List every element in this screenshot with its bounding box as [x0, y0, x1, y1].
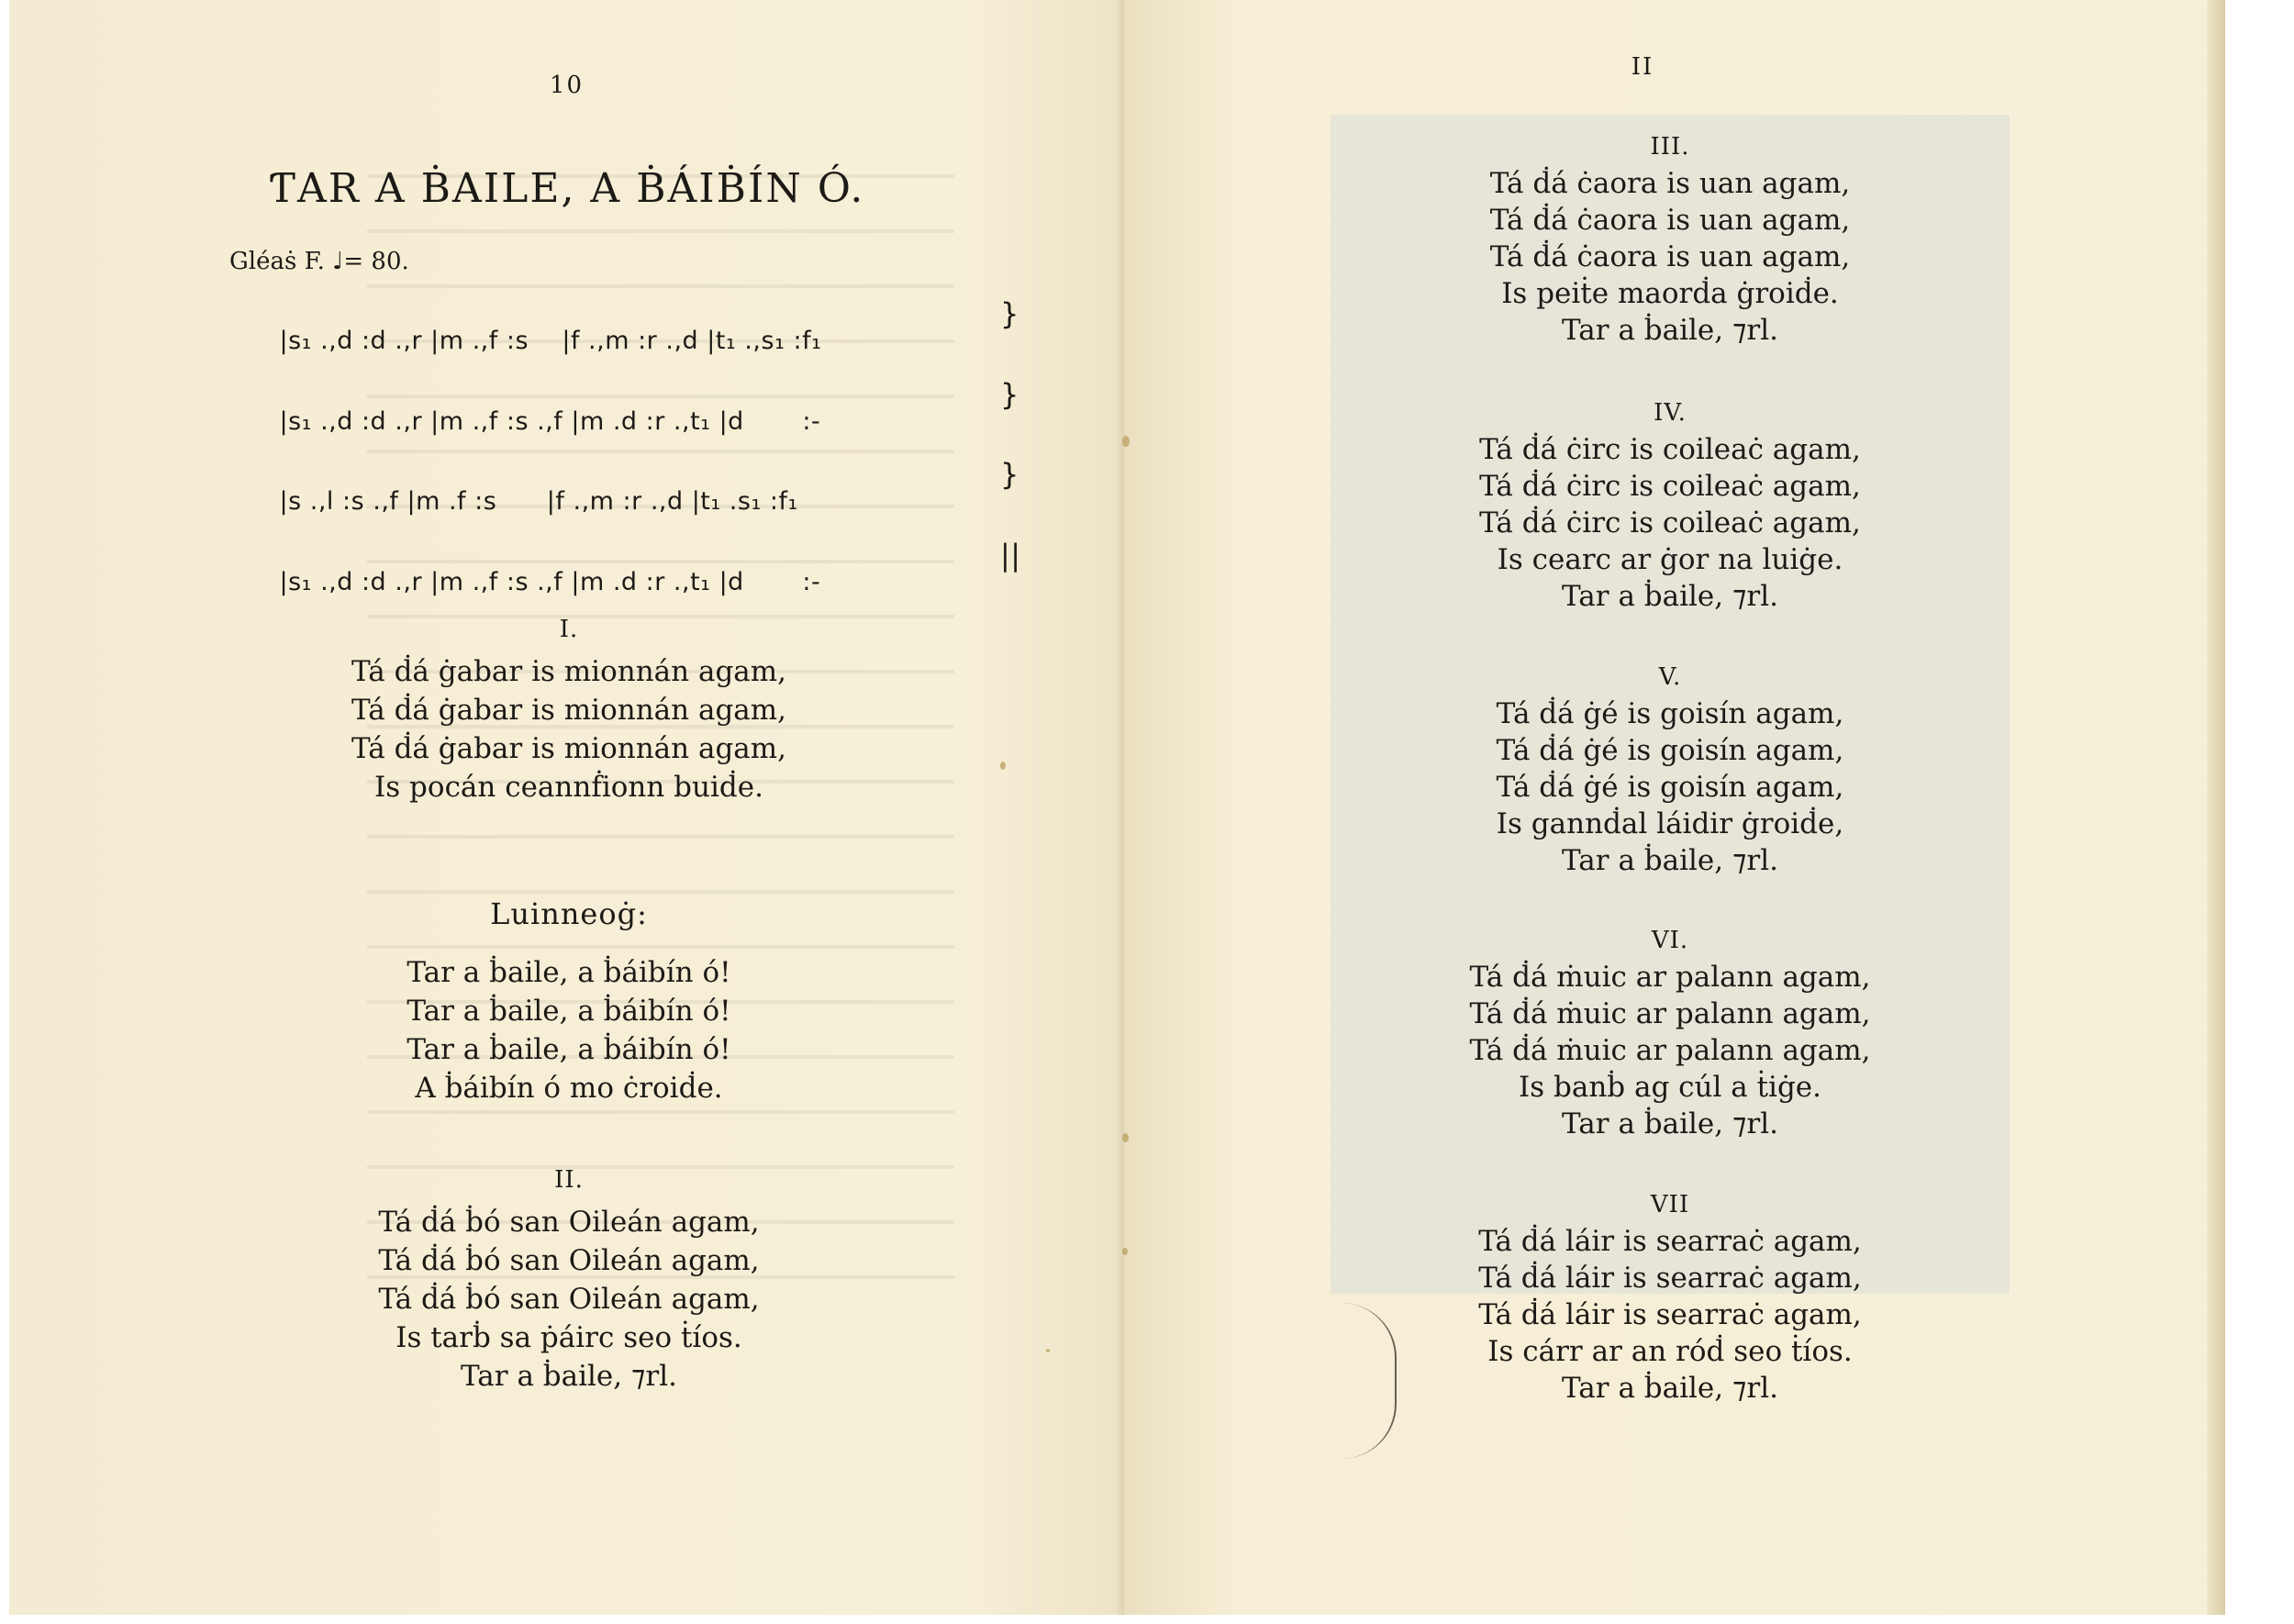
stanza-number: VII	[1650, 1191, 1690, 1218]
stanza-line: Tá ḋá ċaora is uan agam,	[1489, 240, 1851, 273]
stanza-line: Is tarḃ sa ṗáirc seo ṫíos.	[395, 1321, 742, 1354]
stanza-7	[1344, 1186, 1996, 1407]
stanza-line: Tá ḋá ġé is goisín agam,	[1496, 734, 1844, 767]
tune-notes: |s₁ .,d :d .,r |m .,f :s .,f |m .d :r .,t₁ |d :-	[279, 407, 821, 436]
key-signature: Gléaṡ F. ♩= 80.	[229, 248, 409, 275]
chorus-line: Tar a ḃaile, a ḃáibín ó!	[406, 1033, 731, 1066]
stanza-line: Tá ḋá ġabar is mionnán agam,	[351, 732, 787, 765]
stanza-line: Tá ḋá ċirc is coileaċ agam,	[1479, 470, 1861, 503]
tune-line-end: }	[1000, 377, 1019, 412]
refrain-line: Tar a ḃaile, ⁊rl.	[1562, 1372, 1778, 1405]
stanza-number: V.	[1658, 663, 1682, 691]
stanza-number: VI.	[1651, 927, 1689, 954]
stanza-4	[1344, 395, 1996, 615]
refrain-line: Tar a ḃaile, ⁊rl.	[1562, 580, 1778, 613]
stanza-line: Is gannḋal láidir ġroiḋe,	[1496, 807, 1844, 840]
stanza-line: Is cárr ar an róḋ seo ṫíos.	[1487, 1335, 1853, 1368]
stanza-6	[1344, 922, 1996, 1142]
stanza-line: Tá ḋá ċirc is coileaċ agam,	[1479, 433, 1861, 466]
stanza-number: II.	[554, 1166, 584, 1194]
open-book	[9, 0, 2225, 1615]
chorus	[239, 895, 899, 1107]
paper-spot	[1122, 1248, 1128, 1255]
chorus-line: A ḃáibín ó mo ċroiḋe.	[415, 1072, 723, 1105]
stanza-line: Is peiṫe maorḋa ġroiḋe.	[1501, 277, 1839, 310]
stanza-2	[239, 1161, 899, 1396]
refrain-line: Tar a ḃaile, ⁊rl.	[1562, 1107, 1778, 1140]
stanza-line: Tá ḋá láir is searraċ agam,	[1478, 1225, 1862, 1258]
stanza-number: I.	[559, 616, 579, 643]
stanza-line: Tá ḋá láir is searraċ agam,	[1478, 1262, 1862, 1295]
stanza-line: Tá ḋá ġabar is mionnán agam,	[351, 655, 787, 688]
paper-spot	[1046, 1349, 1050, 1352]
stanza-line: Is pocán ceannḟionn buiḋe.	[374, 771, 763, 804]
tune-notes: |s₁ .,d :d .,r |m .,f :s .,f |m .d :r .,t₁ |d :-	[279, 568, 821, 596]
stanza-line: Tá ḋá ġé is goisín agam,	[1496, 771, 1844, 804]
stanza-line: Tá ḋá ṁuic ar palann agam,	[1469, 997, 1871, 1030]
stanza-number: III.	[1650, 133, 1690, 161]
refrain-line: Tar a ḃaile, ⁊rl.	[1562, 314, 1778, 347]
tune-notes: |s .,l :s .,f |m .f :s |f .,m :r .,d |t₁ .s₁ :f₁	[279, 487, 798, 516]
tune-line-end: }	[1000, 457, 1019, 492]
refrain-line: Tar a ḃaile, ⁊rl.	[461, 1360, 677, 1393]
chorus-heading: Luinneoġ:	[490, 896, 648, 931]
stanza-line: Tá ḋá ḃó san Oileán agam,	[378, 1206, 760, 1239]
stanza-line: Tá ḋá ċirc is coileaċ agam,	[1479, 506, 1861, 539]
stanza-1	[239, 610, 899, 806]
stanza-line: Tá ḋá ġabar is mionnán agam,	[351, 694, 787, 727]
tune-notes: |s₁ .,d :d .,r |m .,f :s |f .,m :r .,d |t₁ .,s₁ :f₁	[279, 327, 822, 355]
left-page	[9, 0, 1124, 1615]
tune-line-end: ||	[1000, 538, 1021, 573]
stanza-line: Tá ḋá láir is searraċ agam,	[1478, 1298, 1862, 1331]
song-title: ƬAR A ḂAILE, A ḂÁIḂÍN Ó.	[268, 165, 865, 212]
paper-spot	[1122, 1133, 1129, 1142]
stanza-number: IV.	[1654, 399, 1687, 427]
stanza-5	[1344, 659, 1996, 879]
stanza-3	[1344, 128, 1996, 349]
refrain-line: Tar a ḃaile, ⁊rl.	[1562, 844, 1778, 877]
page-edge	[2207, 0, 2225, 1615]
paper-spot	[1122, 436, 1130, 447]
chorus-line: Tar a ḃaile, a ḃáibín ó!	[406, 995, 731, 1028]
stanza-line: Tá ḋá ċaora is uan agam,	[1489, 204, 1851, 237]
stanza-line: Tá ḋá ċaora is uan agam,	[1489, 167, 1851, 200]
stanza-line: Tá ḋá ṁuic ar palann agam,	[1469, 1034, 1871, 1067]
tune-line-end: }	[1000, 296, 1019, 331]
left-page-number: 10	[549, 72, 585, 99]
stanza-line: Is cearc ar ġor na luiġe.	[1497, 543, 1843, 576]
stanza-line: Tá ḋá ḃó san Oileán agam,	[378, 1244, 760, 1277]
stanza-line: Tá ḋá ṁuic ar palann agam,	[1469, 961, 1871, 994]
paper-spot	[1000, 762, 1006, 770]
chorus-line: Tar a ḃaile, a ḃáibín ó!	[406, 956, 731, 989]
right-page-number: II	[1631, 53, 1654, 81]
stanza-line: Tá ḋá ḃó san Oileán agam,	[378, 1283, 760, 1316]
stanza-line: Is banḃ ag cúl a ṫiġe.	[1518, 1071, 1822, 1104]
stanza-line: Tá ḋá ġé is goisín agam,	[1496, 697, 1844, 730]
